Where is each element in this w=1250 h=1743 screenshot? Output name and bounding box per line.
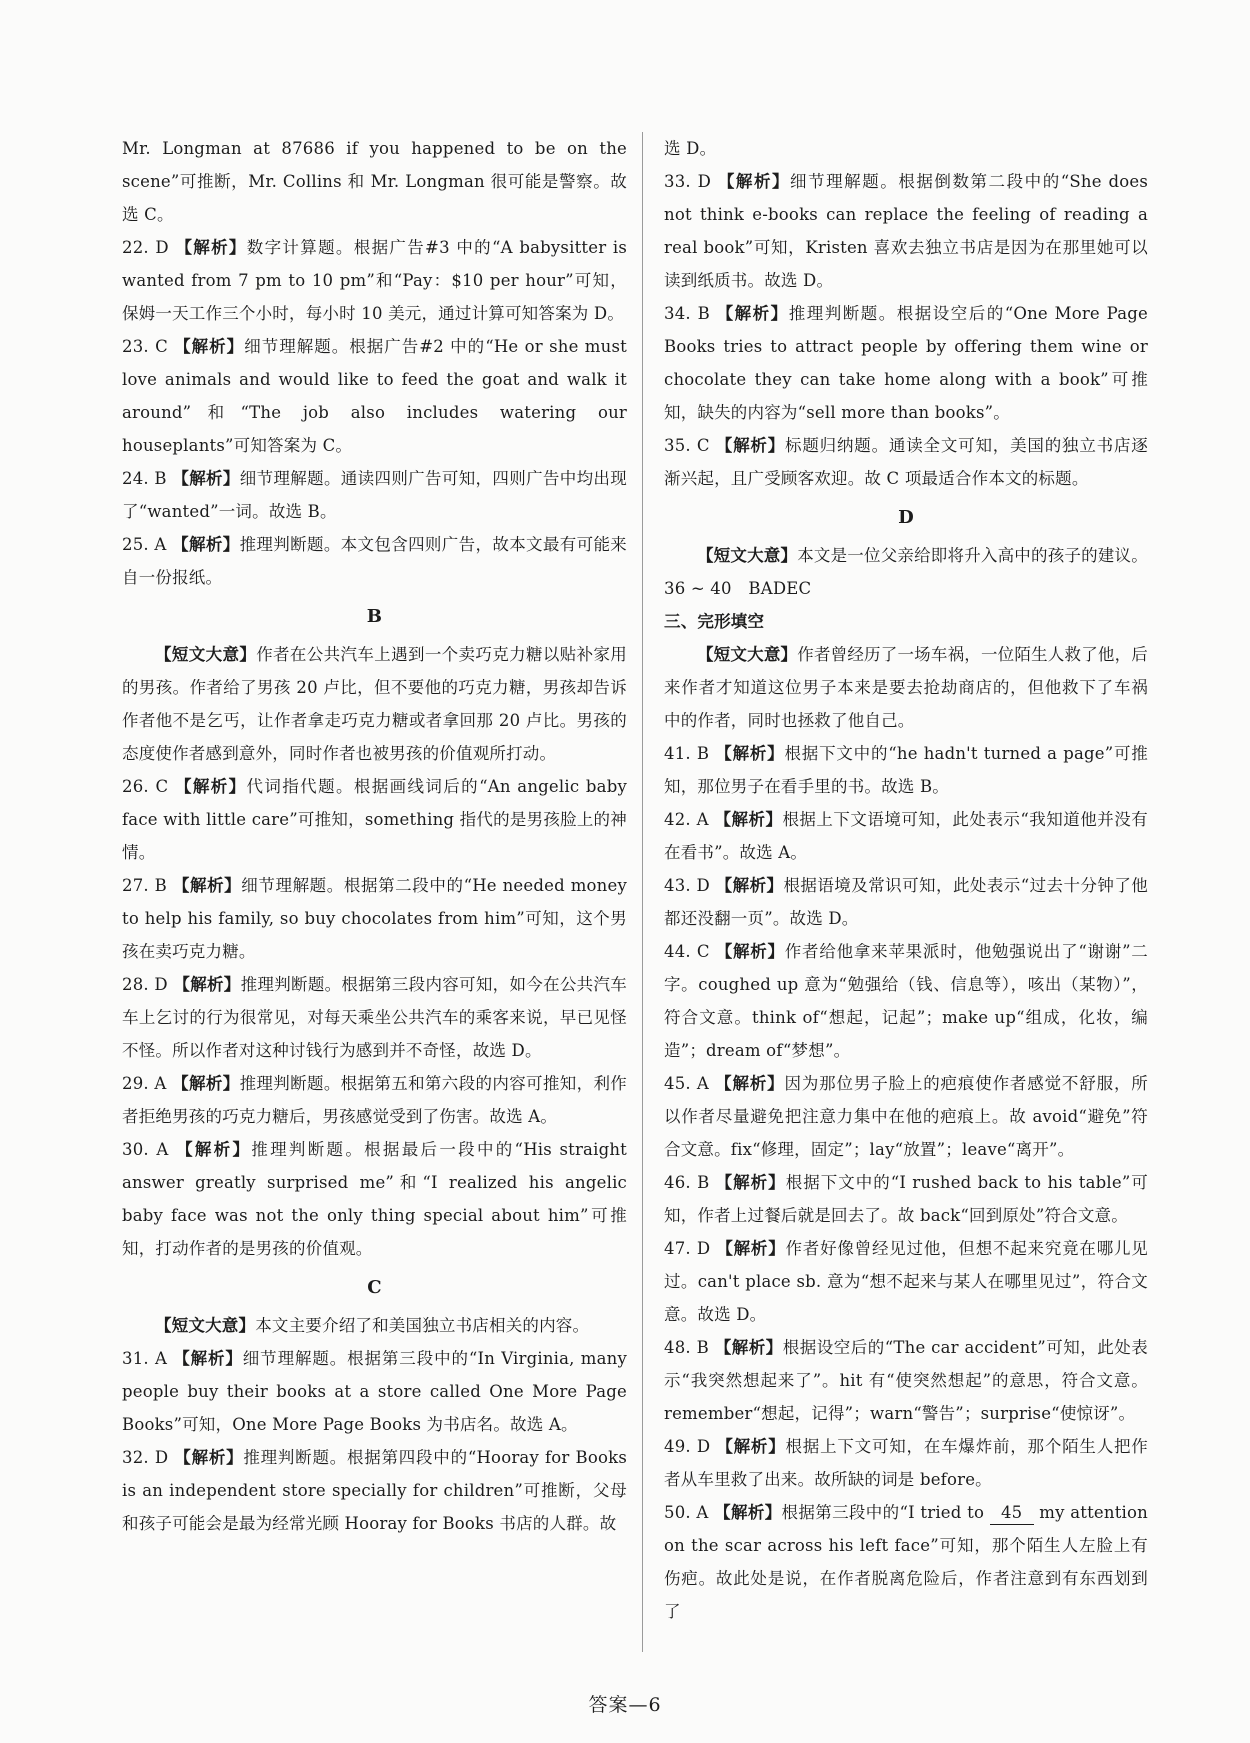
answer-item xyxy=(122,968,627,1067)
answer-item xyxy=(664,297,1148,429)
section-heading: B xyxy=(366,606,383,627)
summary-text: 作者曾经历了一场车祸，一位陌生人救了他，后来作者才知道这位男子本来是要去抢劫商店的，但他救下了车祸中的作者，同时也拯救了他自己。 xyxy=(664,645,1149,730)
summary-label: 【短文大意】 xyxy=(155,645,257,664)
answer-item xyxy=(122,462,627,528)
answer-number: 44. C xyxy=(664,942,710,961)
answer-item xyxy=(664,869,1148,935)
answer-number: 46. B xyxy=(664,1173,710,1192)
answer-number: 47. D xyxy=(664,1239,711,1258)
answer-item xyxy=(122,1441,627,1540)
answer-text: 作者给他拿来苹果派时，他勉强说出了“谢谢”二字。coughed up 意为“勉强给（钱、信息等），咳出（某物）”，符合文意。think of“想起，记起”；make up“组成，化妆，编造”；dream of“梦想”。 xyxy=(664,942,1148,1060)
text-line xyxy=(122,132,627,231)
answer-number: 50. A xyxy=(664,1503,709,1522)
analysis-label: 【解析】 xyxy=(173,1349,243,1368)
answer-number: 30. A xyxy=(122,1140,169,1159)
part-heading: 三、完形填空 xyxy=(664,612,765,631)
answer-item xyxy=(122,1067,627,1133)
answer-item xyxy=(664,1331,1148,1430)
answer-text-after: my attention on the scar across his left face”可知，那个陌生人左脸上有伤疤。故此处是说，在作者脱离危险后，作者注意到有东西划到了 xyxy=(664,1503,1148,1621)
answer-item xyxy=(664,165,1148,297)
line-text: 选 D。 xyxy=(664,139,717,158)
analysis-label: 【解析】 xyxy=(716,1239,786,1258)
answer-number: 45. A xyxy=(664,1074,710,1093)
answer-number: 33. D xyxy=(664,172,712,191)
analysis-label: 【解析】 xyxy=(715,436,786,455)
answer-number: 34. B xyxy=(664,304,710,323)
answer-text: 推理判断题。根据最后一段中的“His straight answer greatly surprised me”和“I realized his angelic baby face was not the only thing special about him”可推知，打动作者的是男孩的价值观。 xyxy=(122,1140,627,1258)
answer-text: 代词指代题。根据画线词后的“An angelic baby face with little care”可推知，something 指代的是男孩脸上的神情。 xyxy=(122,777,627,862)
summary-label: 【短文大意】 xyxy=(697,546,798,565)
analysis-label: 【解析】 xyxy=(172,535,240,554)
answer-item-50 xyxy=(664,1496,1148,1628)
analysis-label: 【解析】 xyxy=(172,876,242,895)
analysis-label: 【解析】 xyxy=(173,975,241,994)
analysis-label: 【解析】 xyxy=(176,1140,252,1159)
analysis-label: 【解析】 xyxy=(714,1338,783,1357)
answer-number: 49. D xyxy=(664,1437,711,1456)
answer-number: 28. D xyxy=(122,975,168,994)
answer-text: 推理判断题。根据设空后的“One More Page Books tries to attract people by offering them wine or chocolate they can take home along with a book”可推知，缺失的内容为“sell more than books”。 xyxy=(664,304,1148,422)
answer-text: 推理判断题。根据第五和第六段的内容可推知，利作者拒绝男孩的巧克力糖后，男孩感觉受到了伤害。故选 A。 xyxy=(122,1074,627,1126)
answer-text: 作者好像曾经见过他，但想不起来究竟在哪儿见过。can't place sb. 意为“想不起来与某人在哪里见过”，符合文意。故选 D。 xyxy=(664,1239,1148,1324)
answer-number: 27. B xyxy=(122,876,168,895)
answer-item xyxy=(664,1430,1148,1496)
answer-number: 43. D xyxy=(664,876,710,895)
answer-number: 48. B xyxy=(664,1338,709,1357)
answer-item xyxy=(664,737,1148,803)
answer-number: 26. C xyxy=(122,777,169,796)
summary-text: 本文主要介绍了和美国独立书店相关的内容。 xyxy=(255,1316,590,1335)
analysis-label: 【解析】 xyxy=(716,304,789,323)
answer-text: 数字计算题。根据广告#3 中的“A babysitter is wanted from 7 pm to 10 pm”和“Pay：$10 per hour”可知，保姆一天工作三个小时，每小时 10 美元，通过计算可知答案为 D。 xyxy=(122,238,628,323)
page-footer: 答案—6 xyxy=(588,1694,662,1716)
answer-number: 29. A xyxy=(122,1074,167,1093)
text-line xyxy=(664,132,1148,165)
answer-item xyxy=(664,1166,1148,1232)
right-column xyxy=(664,132,1148,1628)
right-column-items xyxy=(664,132,1148,1496)
answer-text: 根据上下文语境可知，此处表示“我知道他并没有在看书”。故选 A。 xyxy=(664,810,1148,862)
summary-paragraph xyxy=(664,539,1148,572)
summary-text: 作者在公共汽车上遇到一个卖巧克力糖以贴补家用的男孩。作者给了男孩 20 卢比，但不要他的巧克力糖，男孩却告诉作者他不是乞丐，让作者拿走巧克力糖或者拿回那 20 卢比。男孩的态度使作者感到意外，同时作者也被男孩的价值观所打动。 xyxy=(122,645,628,763)
analysis-label: 【解析】 xyxy=(172,1074,240,1093)
answer-item xyxy=(122,231,627,330)
section-heading: C xyxy=(367,1277,382,1298)
analysis-label: 【解析】 xyxy=(172,469,240,488)
answer-item xyxy=(122,330,627,462)
answer-number: 42. A xyxy=(664,810,709,829)
answer-item xyxy=(122,1342,627,1441)
analysis-label: 【解析】 xyxy=(715,744,785,763)
answer-item xyxy=(664,429,1148,495)
section-heading: D xyxy=(898,507,914,528)
answer-text: 细节理解题。根据第二段中的“He needed money to help his family, so buy chocolates from him”可知，这个男孩在卖巧克力糖。 xyxy=(122,876,627,961)
summary-label: 【短文大意】 xyxy=(697,645,798,664)
line-text: 36 ~ 40 BADEC xyxy=(664,579,812,598)
answer-text: 推理判断题。根据第三段内容可知，如今在公共汽车车上乞讨的行为很常见，对每天乘坐公共汽车的乘客来说，早已见怪不怪。所以作者对这种讨钱行为感到并不奇怪，故选 D。 xyxy=(122,975,627,1060)
analysis-label: 【解析】 xyxy=(174,1448,244,1467)
blank-number: 45 xyxy=(990,1502,1034,1525)
analysis-label: 【解析】 xyxy=(715,1074,785,1093)
answer-text: 根据上下文可知，在车爆炸前，那个陌生人把作者从车里救了出来。故所缺的词是 before。 xyxy=(664,1437,1148,1489)
summary-label: 【短文大意】 xyxy=(155,1316,256,1335)
answer-text: 根据设空后的“The car accident”可知，此处表示“我突然想起来了”。hit 有“使突然想起”的意思，符合文意。remember“想起，记得”；warn“警告”；surprise“使惊讶”。 xyxy=(664,1338,1148,1423)
summary-paragraph xyxy=(122,1309,627,1342)
analysis-label: 【解析】 xyxy=(174,777,247,796)
answer-number: 23. C xyxy=(122,337,168,356)
analysis-label: 【解析】 xyxy=(717,172,791,191)
answer-item xyxy=(122,770,627,869)
answer-item xyxy=(664,935,1148,1067)
answer-text: 细节理解题。根据广告#2 中的“He or she must love animals and would like to feed the goat and walk it around”和“The job also includes watering our houseplants”可知答案为 C。 xyxy=(122,337,627,455)
answer-item xyxy=(664,803,1148,869)
analysis-label: 【解析】 xyxy=(715,876,784,895)
analysis-label: 【解析】 xyxy=(714,810,783,829)
answer-number: 32. D xyxy=(122,1448,169,1467)
answer-item xyxy=(664,1067,1148,1166)
answer-number: 24. B xyxy=(122,469,167,488)
answer-text-before: 根据第三段中的“I tried to xyxy=(781,1503,990,1522)
answer-item xyxy=(122,1133,627,1265)
answer-text: 因为那位男子脸上的疤痕使作者感觉不舒服，所以作者尽量避免把注意力集中在他的疤痕上。故 avoid“避免”符合文意。fix“修理，固定”；lay“放置”；leave“离开”。 xyxy=(664,1074,1148,1159)
analysis-label: 【解析】 xyxy=(716,1437,786,1456)
answer-number: 35. C xyxy=(664,436,710,455)
answer-item xyxy=(122,869,627,968)
analysis-label: 【解析】 xyxy=(715,942,785,961)
summary-text: 本文是一位父亲给即将升入高中的孩子的建议。 xyxy=(797,546,1148,565)
analysis-label: 【解析】 xyxy=(714,1503,782,1522)
analysis-label: 【解析】 xyxy=(175,238,247,257)
answer-text: 根据语境及常识可知，此处表示“过去十分钟了他都还没翻一页”。故选 D。 xyxy=(664,876,1148,928)
answer-text: 推理判断题。根据第四段中的“Hooray for Books is an independent store specially for children”可推断，父母和孩子可能会是最为经常光顾 Hooray for Books 书店的人群。故 xyxy=(122,1448,627,1533)
answer-text: 根据下文中的“I rushed back to his table”可知，作者上过餐后就是回去了。故 back“回到原处”符合文意。 xyxy=(664,1173,1148,1225)
text-line xyxy=(664,572,1148,605)
analysis-label: 【解析】 xyxy=(174,337,245,356)
answer-number: 25. A xyxy=(122,535,167,554)
column-divider xyxy=(642,132,643,1652)
left-column xyxy=(122,132,627,1540)
answer-number: 31. A xyxy=(122,1349,168,1368)
summary-paragraph xyxy=(664,638,1148,737)
analysis-label: 【解析】 xyxy=(715,1173,786,1192)
answer-item xyxy=(664,1232,1148,1331)
answer-text: 推理判断题。本文包含四则广告，故本文最有可能来自一份报纸。 xyxy=(122,535,627,587)
answer-text: 标题归纳题。通读全文可知，美国的独立书店逐渐兴起，且广受顾客欢迎。故 C 项最适合作本文的标题。 xyxy=(664,436,1148,488)
summary-paragraph xyxy=(122,638,627,770)
line-text: Mr. Longman at 87686 if you happened to be on the scene”可推断，Mr. Collins 和 Mr. Longman 很可能是警察。故选 C。 xyxy=(122,139,627,224)
answer-text: 根据下文中的“he hadn't turned a page”可推知，那位男子在看手里的书。故选 B。 xyxy=(664,744,1148,796)
answer-number: 41. B xyxy=(664,744,710,763)
answer-item xyxy=(122,528,627,594)
answer-number: 22. D xyxy=(122,238,169,257)
answer-text: 细节理解题。通读四则广告可知，四则广告中均出现了“wanted”一词。故选 B。 xyxy=(122,469,627,521)
answer-text: 细节理解题。根据第三段中的“In Virginia, many people buy their books at a store called One More Page Books”可知，One More Page Books 为书店名。故选 A。 xyxy=(122,1349,627,1434)
answer-text: 细节理解题。根据倒数第二段中的“She does not think e-books can replace the feeling of reading a real book”可知，Kristen 喜欢去独立书店是因为在那里她可以读到纸质书。故选 D。 xyxy=(664,172,1148,290)
